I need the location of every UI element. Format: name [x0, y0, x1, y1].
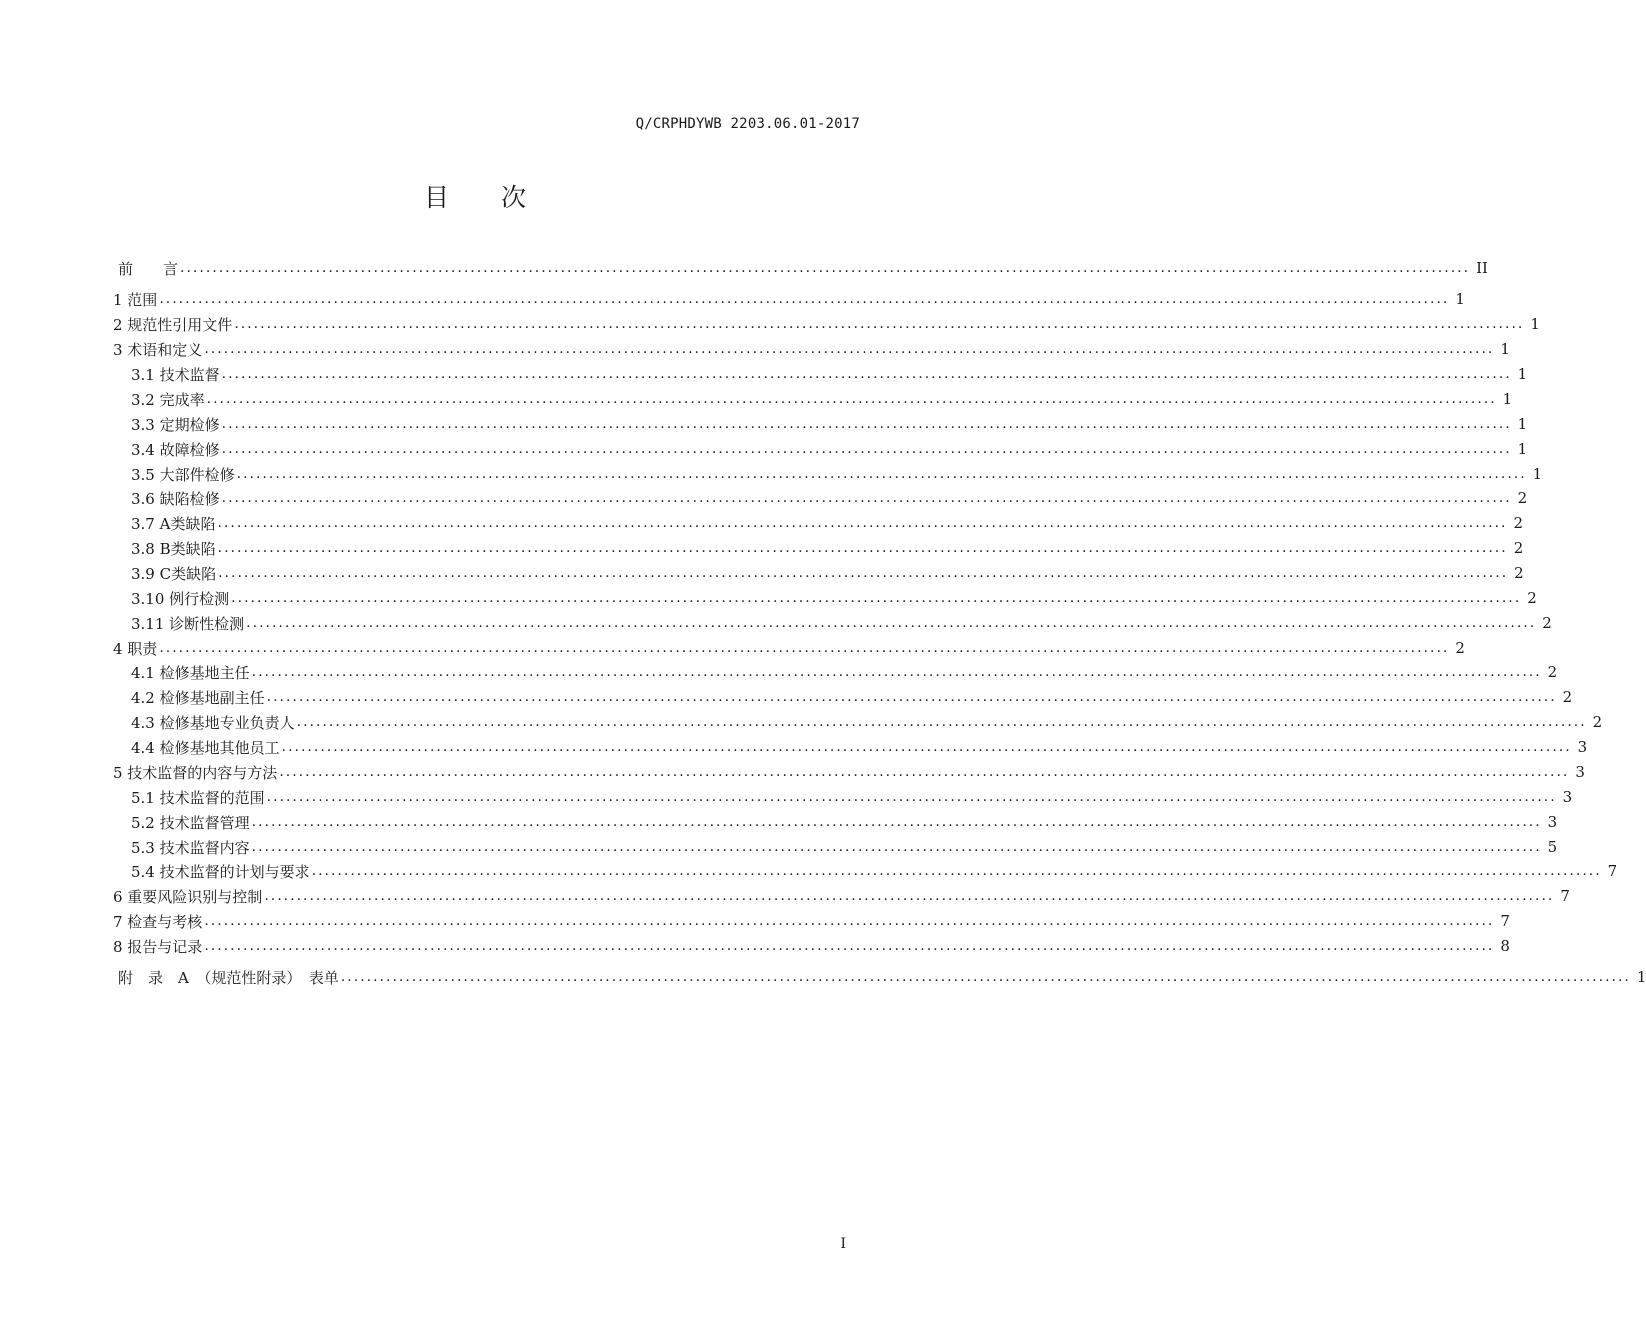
- toc-entry-page: 1: [1517, 365, 1528, 383]
- toc-leader-dots: ........................................................................................................................................................................................................: [206, 391, 1497, 407]
- toc-leader-dots: ........................................................................................................................................................................................................: [217, 515, 1508, 531]
- toc-entry-label: 3.5 大部件检修: [131, 465, 235, 484]
- toc-entry-page: 5: [1547, 838, 1558, 856]
- toc-leader-dots: ........................................................................................................................................................................................................: [311, 863, 1602, 879]
- toc-entry-page: 2: [1527, 589, 1537, 607]
- toc-leader-dots: ........................................................................................................................................................................................................: [281, 739, 1572, 755]
- toc-entry[interactable]: [113, 761, 1585, 783]
- toc-entry-label: 3.4 故障检修: [131, 440, 220, 459]
- toc-entry[interactable]: [131, 811, 1558, 833]
- page-title: [0, 178, 950, 214]
- toc-entry-label: 7 检查与考核: [113, 912, 203, 931]
- toc-entry[interactable]: [113, 910, 1510, 932]
- toc-entry-label: 4.4 检修基地其他员工: [131, 738, 280, 757]
- toc-leader-dots: ........................................................................................................................................................................................................: [234, 316, 1525, 332]
- toc-entry-page: 1: [1517, 440, 1528, 458]
- toc-entry-label: 5.4 技术监督的计划与要求: [131, 862, 310, 881]
- toc-leader-dots: ........................................................................................................................................................................................................: [246, 615, 1537, 631]
- toc-leader-dots: ........................................................................................................................................................................................................: [180, 260, 1471, 276]
- toc-leader-dots: ........................................................................................................................................................................................................: [266, 689, 1557, 705]
- toc-entry-page: 7: [1560, 887, 1570, 905]
- toc-entry-page: 2: [1562, 688, 1573, 706]
- toc-entry-label: 3.9 C类缺陷: [131, 564, 217, 583]
- toc-entry-page: II: [1476, 259, 1488, 277]
- toc-entry[interactable]: [131, 836, 1558, 858]
- toc-entry-label: 3.1 技术监督: [131, 365, 220, 384]
- toc-entry-page: 2: [1547, 663, 1558, 681]
- toc-entry-page: 2: [1513, 539, 1524, 557]
- toc-leader-dots: ........................................................................................................................................................................................................: [221, 490, 1512, 506]
- toc-leader-dots: ........................................................................................................................................................................................................: [251, 839, 1542, 855]
- toc-entry-label: 前 言: [118, 259, 179, 278]
- toc-leader-dots: ........................................................................................................................................................................................................: [231, 590, 1522, 606]
- toc-entry-label: 4.2 检修基地副主任: [131, 688, 265, 707]
- toc-leader-dots: ........................................................................................................................................................................................................: [221, 366, 1512, 382]
- toc-entry[interactable]: [131, 587, 1537, 609]
- toc-leader-dots: ........................................................................................................................................................................................................: [251, 664, 1542, 680]
- toc-entry[interactable]: [113, 885, 1570, 907]
- toc-entry-label: 5.2 技术监督管理: [131, 813, 250, 832]
- toc-leader-dots: ........................................................................................................................................................................................................: [266, 789, 1557, 805]
- toc-entry[interactable]: [113, 935, 1510, 957]
- toc-leader-dots: ........................................................................................................................................................................................................: [204, 913, 1495, 929]
- toc-entry-label: 5 技术监督的内容与方法: [113, 763, 278, 782]
- toc-entry-label: 6 重要风险识别与控制: [113, 887, 263, 906]
- toc-entry-page: 2: [1514, 564, 1524, 582]
- toc-entry-label: 3.11 诊断性检测: [131, 614, 245, 633]
- toc-entry-label: 3.2 完成率: [131, 390, 205, 409]
- toc-entry-label: 3.7 A类缺陷: [131, 514, 216, 533]
- toc-entry-page: 1: [1500, 340, 1510, 358]
- toc-entry[interactable]: [113, 288, 1465, 310]
- toc-leader-dots: ........................................................................................................................................................................................................: [159, 291, 1450, 307]
- toc-entry-label: 附 录 A （规范性附录） 表单: [118, 968, 339, 987]
- toc-entry[interactable]: [118, 966, 1646, 988]
- toc-entry-label: 4.1 检修基地主任: [131, 663, 250, 682]
- toc-entry-label: 1 范围: [113, 290, 158, 309]
- toc-entry-page: 8: [1500, 937, 1510, 955]
- toc-leader-dots: ........................................................................................................................................................................................................: [159, 640, 1450, 656]
- toc-leader-dots: ........................................................................................................................................................................................................: [221, 441, 1512, 457]
- toc-entry[interactable]: [113, 637, 1465, 659]
- toc-entry[interactable]: [131, 661, 1558, 683]
- toc-entry-label: 3 术语和定义: [113, 340, 203, 359]
- toc-entry-page: 1: [1530, 315, 1540, 333]
- toc-entry-label: 3.3 定期检修: [131, 415, 220, 434]
- toc-entry-page: 1: [1636, 968, 1646, 986]
- toc-entry-page: 7: [1607, 862, 1618, 880]
- toc-entry-page: 7: [1500, 912, 1510, 930]
- title-char-2: 次: [501, 183, 527, 212]
- toc-leader-dots: ........................................................................................................................................................................................................: [204, 938, 1495, 954]
- toc-entry-label: 5.1 技术监督的范围: [131, 788, 265, 807]
- toc-entry-label: 5.3 技术监督内容: [131, 838, 250, 857]
- toc-entry-label: 3.6 缺陷检修: [131, 489, 220, 508]
- toc-entry-page: 2: [1592, 713, 1603, 731]
- toc-leader-dots: ........................................................................................................................................................................................................: [218, 565, 1509, 581]
- toc-entry[interactable]: [131, 487, 1528, 509]
- toc-leader-dots: ........................................................................................................................................................................................................: [204, 341, 1495, 357]
- toc-leader-dots: ........................................................................................................................................................................................................: [221, 416, 1512, 432]
- toc-leader-dots: ........................................................................................................................................................................................................: [251, 814, 1542, 830]
- toc-leader-dots: ........................................................................................................................................................................................................: [264, 888, 1555, 904]
- toc-entry-page: 2: [1542, 614, 1552, 632]
- toc-entry[interactable]: [131, 612, 1552, 634]
- toc-entry[interactable]: [118, 257, 1488, 279]
- title-char-1: 目: [423, 183, 449, 212]
- toc-leader-dots: ........................................................................................................................................................................................................: [340, 969, 1631, 985]
- toc-entry-page: 2: [1513, 514, 1524, 532]
- toc-entry-page: 2: [1517, 489, 1528, 507]
- page-number: I: [840, 1236, 846, 1252]
- toc-entry[interactable]: [113, 338, 1510, 360]
- toc-leader-dots: ........................................................................................................................................................................................................: [217, 540, 1508, 556]
- toc-entry-label: 8 报告与记录: [113, 937, 203, 956]
- toc-entry[interactable]: [131, 711, 1603, 733]
- toc-entry[interactable]: [131, 512, 1524, 534]
- toc-entry[interactable]: [131, 537, 1524, 559]
- toc-entry[interactable]: [131, 388, 1513, 410]
- toc-entry-label: 2 规范性引用文件: [113, 315, 233, 334]
- toc-entry-page: 1: [1502, 390, 1513, 408]
- toc-entry[interactable]: [131, 413, 1528, 435]
- toc-entry[interactable]: [131, 686, 1573, 708]
- toc-entry[interactable]: [131, 438, 1528, 460]
- toc-leader-dots: ........................................................................................................................................................................................................: [296, 714, 1587, 730]
- toc-entry-page: 3: [1547, 813, 1558, 831]
- toc-entry[interactable]: [113, 313, 1540, 335]
- toc-entry-page: 3: [1562, 788, 1573, 806]
- toc-entry[interactable]: [131, 562, 1524, 584]
- toc-entry-label: 4.3 检修基地专业负责人: [131, 713, 295, 732]
- toc-entry-page: 2: [1455, 639, 1465, 657]
- toc-entry-page: 3: [1577, 738, 1588, 756]
- toc-entry-label: 3.8 B类缺陷: [131, 539, 216, 558]
- toc-entry-label: 4 职责: [113, 639, 158, 658]
- toc-entry[interactable]: [131, 736, 1588, 758]
- toc-entry[interactable]: [131, 786, 1573, 808]
- toc-entry-page: 1: [1455, 290, 1465, 308]
- toc-entry-page: 3: [1575, 763, 1585, 781]
- toc-leader-dots: ........................................................................................................................................................................................................: [279, 764, 1570, 780]
- toc-entry[interactable]: [131, 363, 1528, 385]
- toc-entry-label: 3.10 例行检测: [131, 589, 230, 608]
- toc-leader-dots: ........................................................................................................................................................................................................: [236, 466, 1527, 482]
- toc-entry-page: 1: [1532, 465, 1543, 483]
- toc-entry[interactable]: [131, 463, 1543, 485]
- toc-entry-page: 1: [1517, 415, 1528, 433]
- document-code: Q/CRPHDYWB 2203.06.01-2017: [635, 116, 860, 132]
- toc-entry[interactable]: [131, 860, 1618, 882]
